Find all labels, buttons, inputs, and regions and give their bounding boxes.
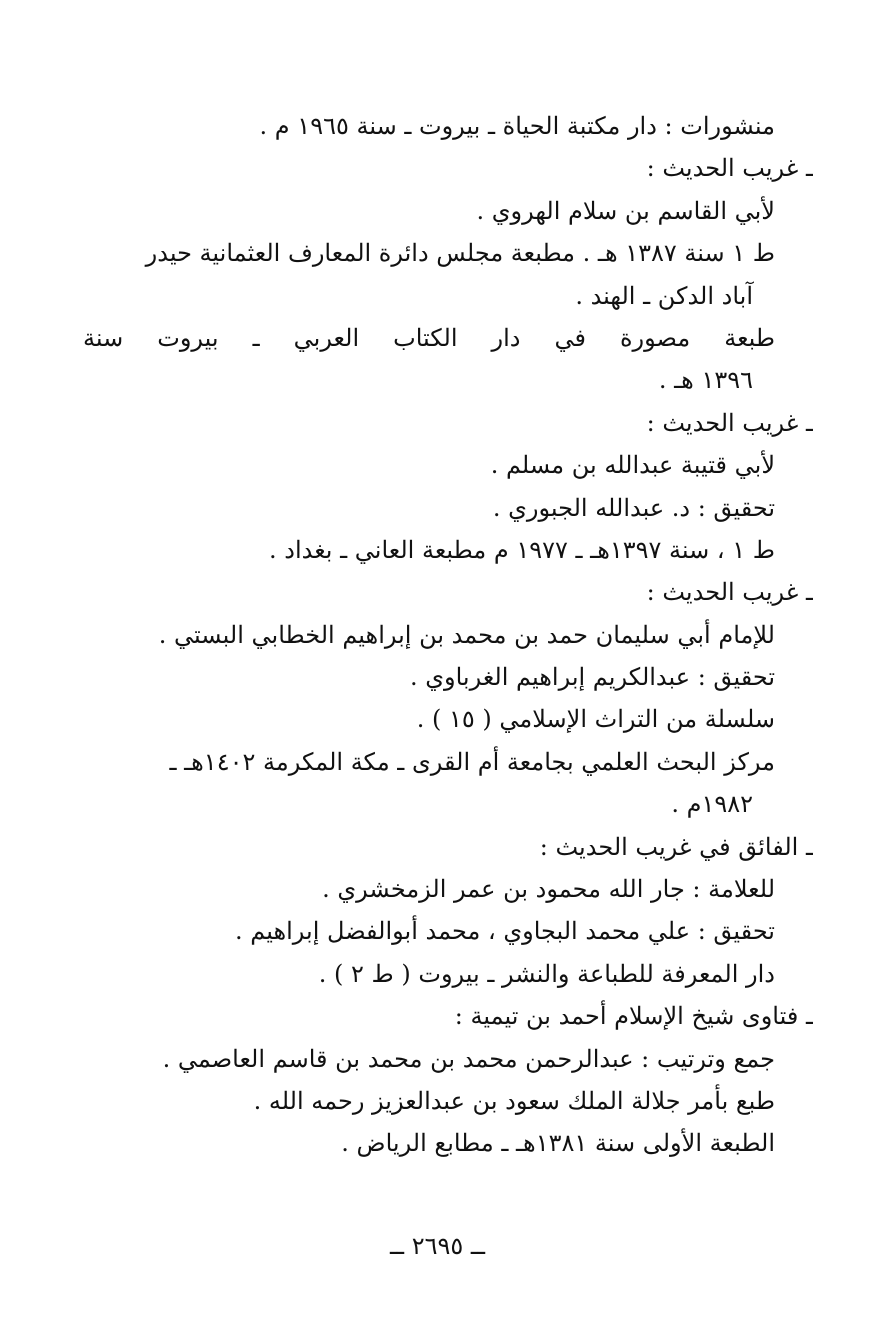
entry-title-gharib-hadith-3: ـ غريب الحديث : — [646, 578, 813, 607]
entry-edition-line: ط ١ سنة ١٣٨٧ هـ . مطبعة مجلس دائرة المعارف العثمانية حيدر — [145, 239, 775, 268]
entry-edition-line: ط ١ ، سنة ١٣٩٧هـ ـ ١٩٧٧ م مطبعة العاني ـ بغداد . — [269, 535, 775, 564]
entry-author-line: للعلامة : جار الله محمود بن عمر الزمخشري . — [322, 875, 775, 904]
entry-editor-line: تحقيق : د. عبدالله الجبوري . — [492, 493, 775, 522]
entry-title-gharib-hadith-2: ـ غريب الحديث : — [646, 408, 813, 437]
entry-publisher-line: دار المعرفة للطباعة والنشر ـ بيروت ( ط ٢ ) . — [318, 959, 775, 988]
entry-compiler-line: جمع وترتيب : عبدالرحمن محمد بن محمد بن قاسم العاصمي . — [162, 1044, 775, 1073]
entry-publisher-continuation: ١٩٨٢م . — [671, 790, 753, 819]
entry-author-line: للإمام أبي سليمان حمد بن محمد بن إبراهيم الخطابي البستي . — [158, 620, 775, 649]
entry-title-gharib-hadith-1: ـ غريب الحديث : — [646, 154, 813, 183]
entry-reprint-line: طبعة مصورة في دار الكتاب العربي ـ بيروت سنة — [83, 323, 775, 352]
entry-printing-line: طبع بأمر جلالة الملك سعود بن عبدالعزيز رحمه الله . — [253, 1086, 775, 1115]
entry-reprint-continuation: ١٣٩٦ هـ . — [658, 366, 753, 395]
entry-series-line: سلسلة من التراث الإسلامي ( ١٥ ) . — [416, 705, 775, 734]
entry-author-line: لأبي قتيبة عبدالله بن مسلم . — [490, 451, 775, 480]
bibliography-list — [83, 105, 813, 1165]
entry-title-fatawa: ـ فتاوى شيخ الإسلام أحمد بن تيمية : — [454, 1002, 813, 1031]
entry-publisher-line: مركز البحث العلمي بجامعة أم القرى ـ مكة المكرمة ١٤٠٢هـ ـ — [169, 747, 775, 776]
page-number: ــ ٢٦٩٥ ــ — [390, 1232, 485, 1260]
entry-author-line: لأبي القاسم بن سلام الهروي . — [476, 196, 775, 225]
entry-editor-line: تحقيق : عبدالكريم إبراهيم الغرباوي . — [409, 663, 775, 692]
entry-edition-line: الطبعة الأولى سنة ١٣٨١هـ ـ مطابع الرياض . — [341, 1129, 775, 1158]
entry-publisher-line: منشورات : دار مكتبة الحياة ـ بيروت ـ سنة ١٩٦٥ م . — [259, 112, 775, 140]
entry-edition-continuation: آباد الدكن ـ الهند . — [575, 281, 753, 310]
entry-editor-line: تحقيق : علي محمد البجاوي ، محمد أبوالفضل إبراهيم . — [235, 917, 775, 946]
entry-title-al-faiq: ـ الفائق في غريب الحديث : — [539, 832, 813, 861]
